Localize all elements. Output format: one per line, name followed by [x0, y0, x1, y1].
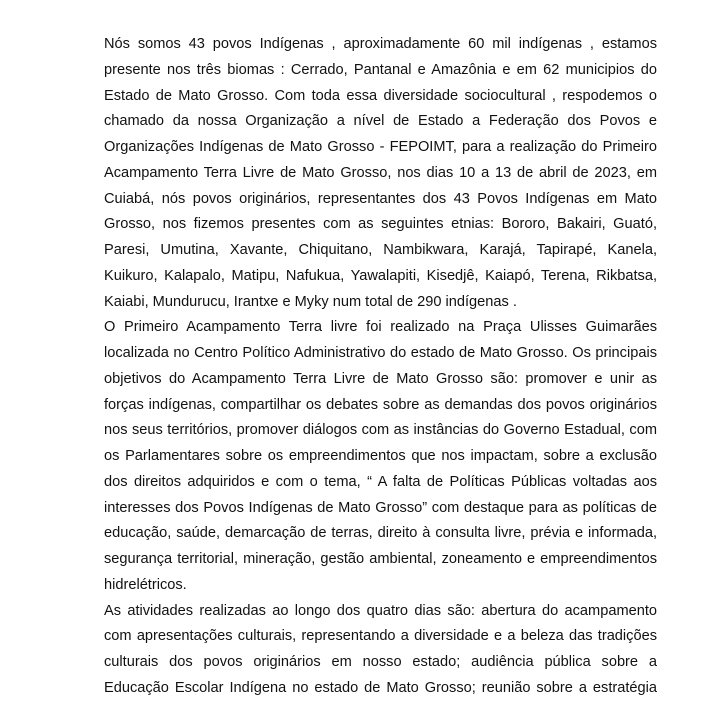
text-line: As atividades realizadas ao longo dos quatro dias são: abertura do acampamento — [104, 602, 657, 619]
text-line: educação, saúde, demarcação de terras, direito à consulta livre, prévia e informada, — [104, 525, 657, 542]
text-line: nos seus territórios, promover diálogos com as instâncias do Governo Estadual, com — [104, 422, 657, 439]
text-line: Paresi, Umutina, Xavante, Chiquitano, Nambikwara, Karajá, Tapirapé, Kanela, — [104, 242, 657, 258]
text-line: Educação Escolar Indígena no estado de Mato Grosso; reunião sobre a estratégia — [104, 679, 657, 696]
text-line: Cuiabá, nós povos originários, representantes dos 43 Povos Indígenas em Mato — [104, 190, 657, 207]
text-line: forças indígenas, compartilhar os debates sobre as demandas dos povos originários — [104, 396, 657, 413]
text-line: culturais dos povos originários em nosso estado; audiência pública sobre a — [104, 654, 657, 670]
text-line: Grosso, nos fizemos presentes com as seguintes etnias: Bororo, Bakairi, Guató, — [104, 216, 657, 233]
text-line: Estado de Mato Grosso. Com toda essa diversidade sociocultural , respodemos o — [104, 87, 657, 104]
text-line: Nós somos 43 povos Indígenas , aproximadamente 60 mil indígenas , estamos — [104, 36, 657, 52]
text-line: dos direitos adquiridos e com o tema, “ A falta de Políticas Públicas voltadas aos — [104, 473, 657, 490]
paragraph — [104, 599, 657, 702]
text-line: hidrelétricos. — [104, 576, 187, 593]
text-line: Organizações Indígenas de Mato Grosso - FEPOIMT, para a realização do Primeiro — [104, 139, 657, 155]
text-line: presente nos três biomas : Cerrado, Pantanal e Amazônia e em 62 municipios do — [104, 61, 657, 78]
document-body — [104, 32, 657, 702]
text-line: Acampamento Terra Livre de Mato Grosso, nos dias 10 a 13 de abril de 2023, em — [104, 164, 657, 181]
text-line: com apresentações culturais, representando a diversidade e a beleza das tradições — [104, 628, 657, 645]
text-line: Kuikuro, Kalapalo, Matipu, Nafukua, Yawalapiti, Kisedjê, Kaiapó, Terena, Rikbatsa, — [104, 267, 657, 284]
text-line: chamado da nossa Organização a nível de Estado a Federação dos Povos e — [104, 113, 657, 130]
text-line: interesses dos Povos Indígenas de Mato Grosso” com destaque para as políticas de — [104, 499, 657, 516]
paragraph — [104, 315, 657, 598]
paragraph — [104, 32, 657, 315]
text-line: objetivos do Acampamento Terra Livre de Mato Grosso são: promover e unir as — [104, 370, 657, 387]
text-line: O Primeiro Acampamento Terra livre foi realizado na Praça Ulisses Guimarães — [104, 319, 657, 336]
text-line: localizada no Centro Político Administrativo do estado de Mato Grosso. Os principais — [104, 345, 657, 361]
text-line: os Parlamentares sobre os empreendimentos que nos impactam, sobre a exclusão — [104, 448, 657, 464]
text-line: Kaiabi, Mundurucu, Irantxe e Myky num total de 290 indígenas . — [104, 293, 517, 310]
text-line: segurança territorial, mineração, gestão ambiental, zoneamento e empreendimentos — [104, 551, 657, 567]
